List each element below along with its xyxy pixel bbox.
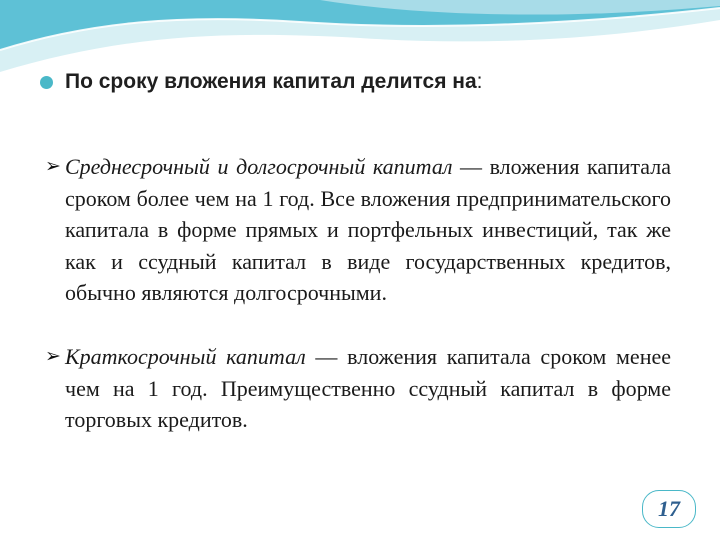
list-item-term: Краткосрочный капитал (65, 344, 306, 369)
heading-colon: : (476, 70, 483, 93)
list-item-body: — вложения капитала сроком более чем на 1 год. Все вложения предпринимательского капитала в форме прямых и портфельных инвестиций, так же как и ссудный капитал в виде государственных кредитов, обычно являются долгосрочными. (65, 154, 671, 305)
list-item-body: — вложения капитала сроком менее чем на 1 год. Преимущественно ссудный капитал в форме торговых кредитов. (65, 344, 671, 432)
page-number-badge (642, 490, 696, 528)
list-item-term: Среднесрочный и долгосрочный капитал (65, 154, 453, 179)
heading-text: По сроку вложения капитал делится на (65, 70, 477, 93)
arrowhead-bullet-icon: ➢ (45, 345, 61, 367)
page-number: 17 (658, 496, 680, 521)
list-item-text (45, 341, 671, 436)
slide-heading (40, 70, 700, 94)
list-item-text (45, 151, 671, 309)
arrowhead-bullet-icon: ➢ (45, 155, 61, 177)
round-bullet-icon (40, 76, 53, 89)
list-item (45, 341, 671, 436)
header-wave-decoration (0, 0, 720, 80)
list-item (45, 151, 671, 309)
